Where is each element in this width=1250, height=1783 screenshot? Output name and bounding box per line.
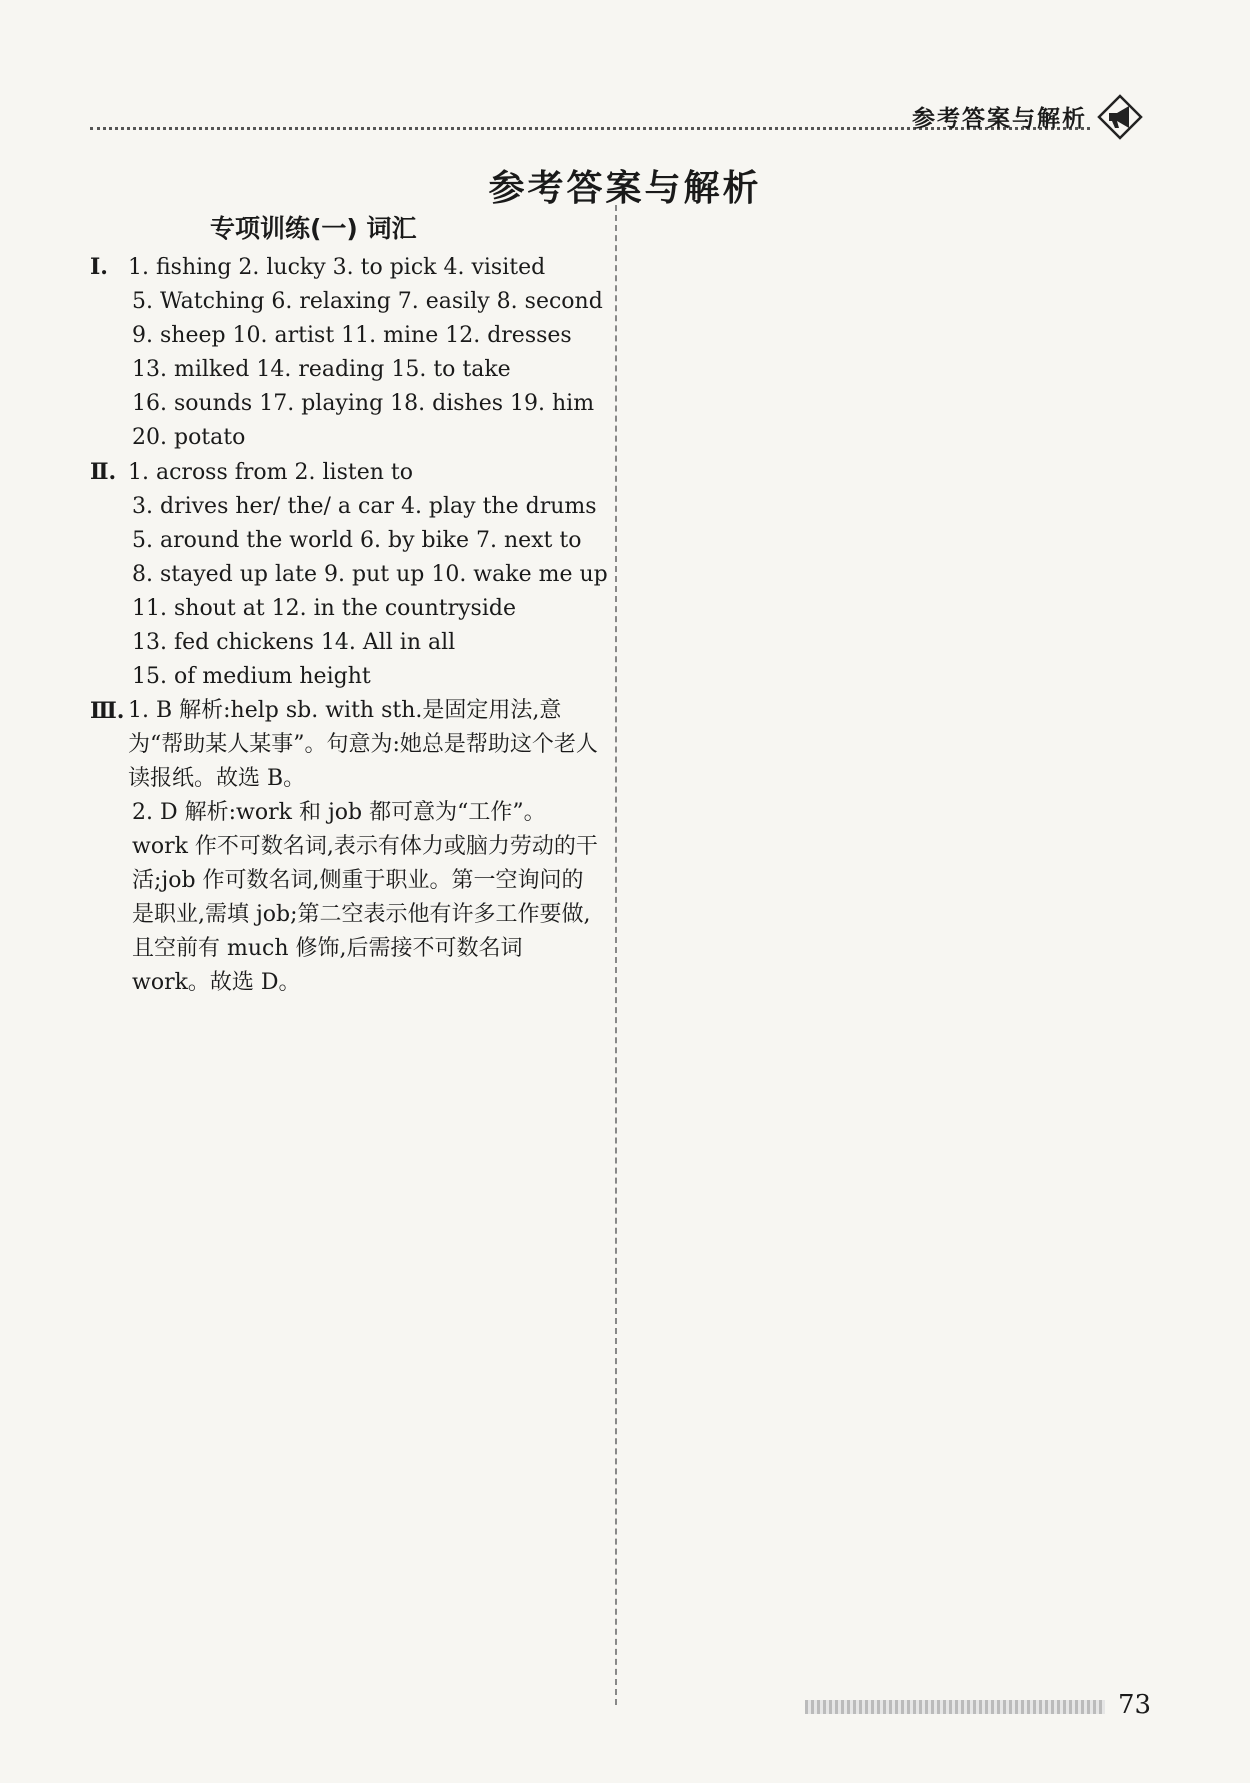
column-divider: [615, 205, 617, 1705]
part-2: [90, 455, 608, 694]
answer-line: 13. milked 14. reading 15. to take: [132, 357, 511, 382]
answer-line: 16. sounds 17. playing 18. dishes 19. him: [132, 391, 595, 416]
answer-line: 3. drives her/ the/ a car 4. play the drums: [132, 494, 597, 519]
answer-line: 1. fishing 2. lucky 3. to pick 4. visited: [128, 255, 546, 280]
answer-line: 13. fed chickens 14. All in all: [132, 630, 456, 655]
answer-item: 2. D 解析:work 和 job 都可意为“工作”。work 作不可数名词,表示有体力或脑力劳动的干活;job 作可数名词,侧重于职业。第一空询问的是职业,需填 job;第二空表示他有许多工作要做,且空前有 much 修饰,后需接不可数名词 work。故选 D。: [132, 800, 598, 995]
part-2-label: Ⅱ.: [90, 459, 117, 485]
answer-line: 9. sheep 10. artist 11. mine 12. dresses: [132, 323, 572, 348]
page-title: 参考答案与解析: [488, 168, 762, 209]
page-number: 73: [1118, 1690, 1152, 1720]
part-1-label: Ⅰ.: [90, 254, 108, 280]
part-3: [90, 694, 600, 1000]
section-heading: 专项训练(一) 词汇: [210, 214, 417, 243]
megaphone-icon: [1097, 94, 1143, 140]
answer-line: 11. shout at 12. in the countryside: [132, 596, 516, 621]
answer-line: 5. around the world 6. by bike 7. next to: [132, 528, 582, 553]
part-1: [90, 250, 603, 455]
answer-item: 1. B 解析:help sb. with sth.是固定用法,意为“帮助某人某事”。句意为:她总是帮助这个老人读报纸。故选 B。: [128, 698, 598, 791]
answer-line: 20. potato: [132, 425, 246, 450]
answer-line: 1. across from 2. listen to: [128, 460, 413, 485]
running-title: 参考答案与解析: [912, 106, 1087, 132]
answer-line: 8. stayed up late 9. put up 10. wake me up: [132, 562, 608, 587]
answer-line: 15. of medium height: [132, 664, 371, 689]
answer-line: 5. Watching 6. relaxing 7. easily 8. second: [132, 289, 603, 314]
footer-bar: [805, 1700, 1105, 1714]
part-3-label: Ⅲ.: [90, 698, 125, 724]
left-column: [90, 212, 608, 1000]
